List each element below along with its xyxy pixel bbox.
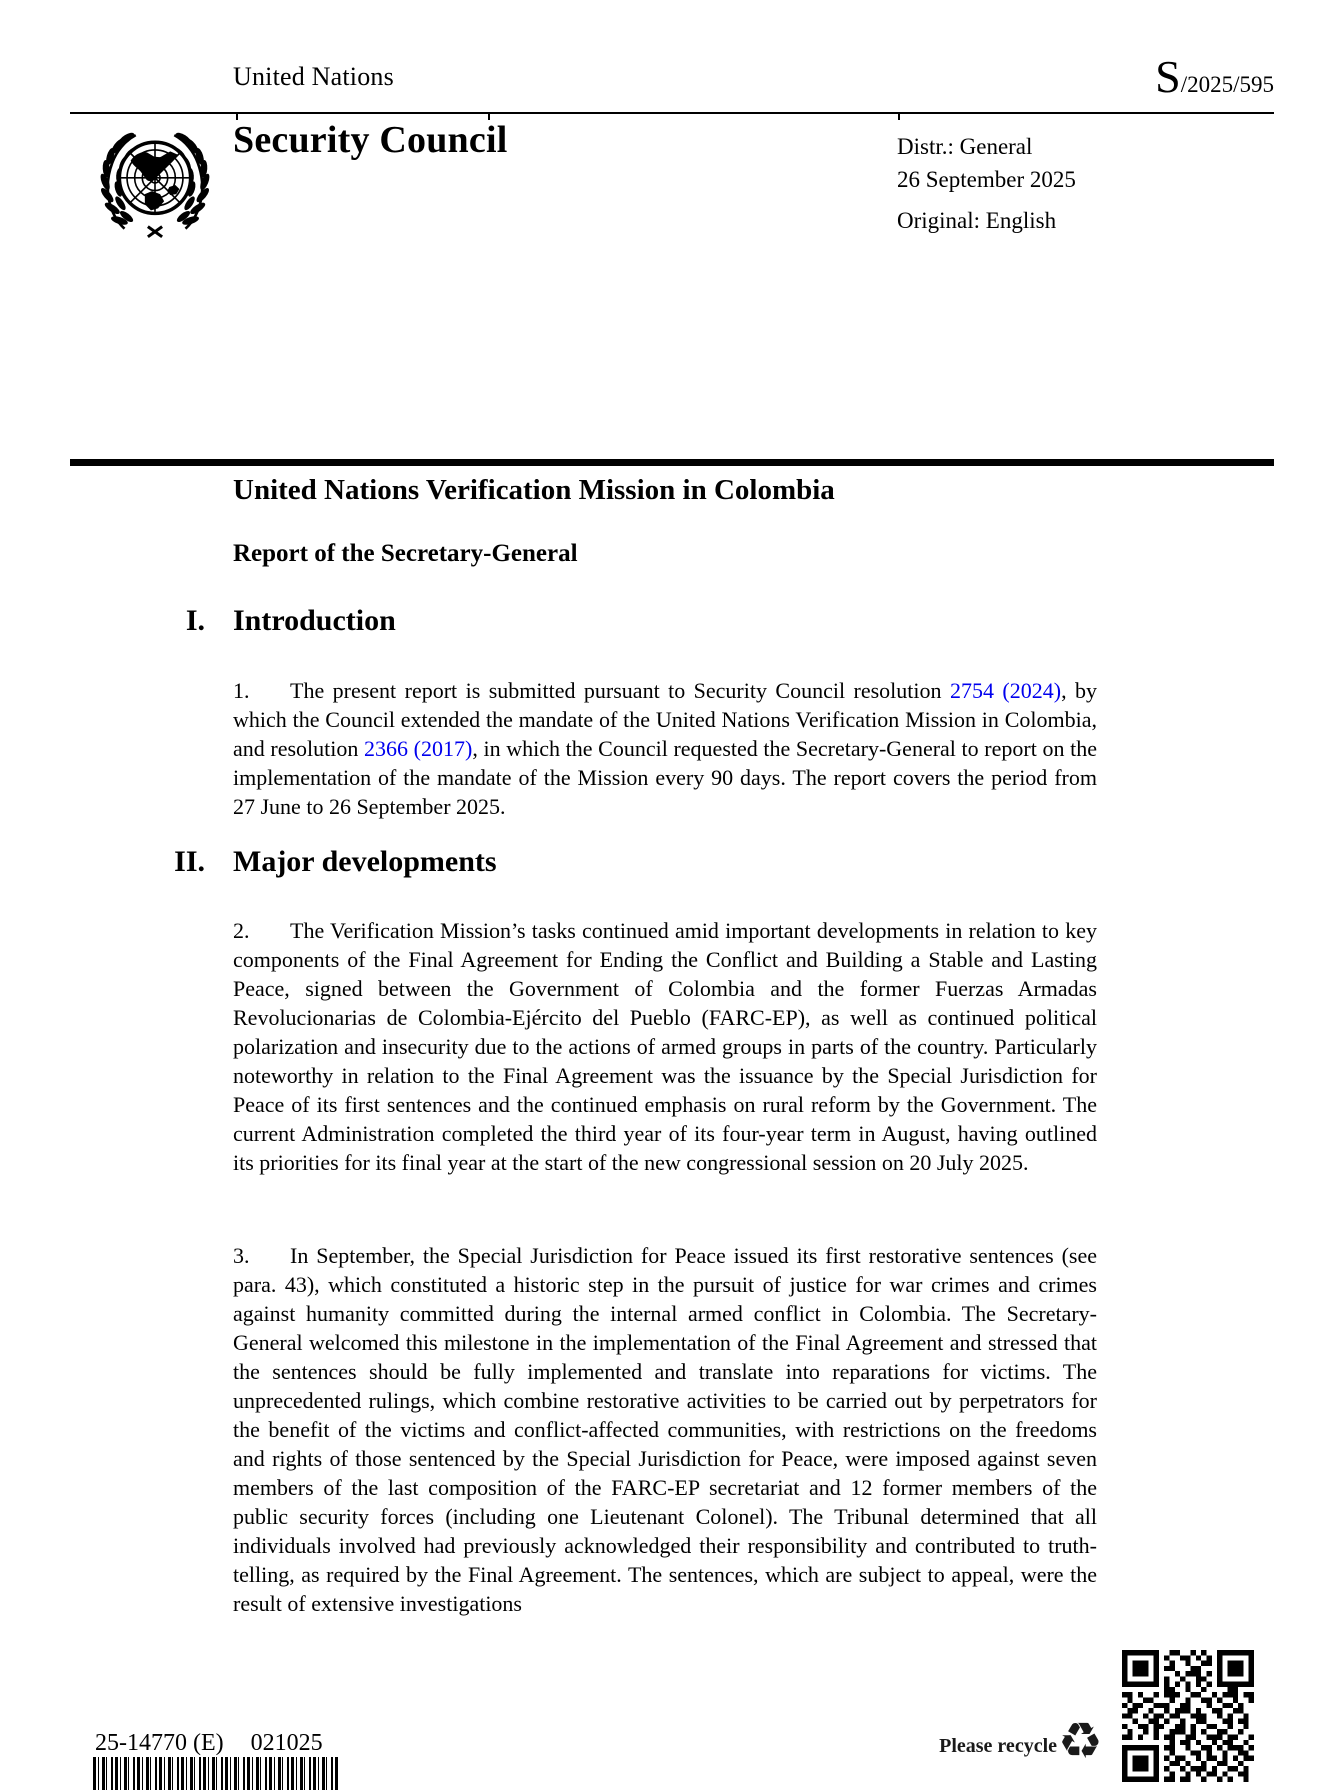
- title-rule: [70, 459, 1274, 466]
- original-language: Original: English: [897, 208, 1057, 233]
- paragraph-text: The Verification Mission’s tasks continued amid important developments in relation to key components of the Final Agreement for Ending the Conflict and Building a Stable and Lasting Peace, signed between the Government of Colombia and the former Fuerzas Armadas Revolucionarias de Colombia-Ejército del Pueblo (FARC-EP), as well as continued political polarization and insecurity due to the actions of armed groups in parts of the country. Particularly noteworthy in relation to the Final Agreement was the issuance by the Special Jurisdiction for Peace of its first sentences and the continued emphasis on rural reform by the Government. The current Administration completed the third year of its four-year term in August, having outlined its priorities for its final year at the start of the new congressional session on 20 July 2025.: [233, 918, 1097, 1175]
- header-rule: [70, 112, 1274, 114]
- paragraph-number: 2.: [233, 918, 250, 943]
- document-title: United Nations Verification Mission in Colombia: [233, 474, 835, 506]
- qr-code: [1122, 1650, 1254, 1782]
- paragraph-text: The present report is submitted pursuant to Security Council resolution: [290, 678, 950, 703]
- paragraph-text: , by which the Council extended the mandate of the United Nations Verification Mission in Colombia, and resolution: [233, 678, 1098, 761]
- paragraph-text: In September, the Special Jurisdiction for Peace issued its first restorative sentences (see para. 43), which constituted a historic step in the pursuit of justice for war crimes and crimes against humanity committed during the internal armed conflict in Colombia. The Secretary-General welcomed this milestone in the implementation of the Final Agreement and stressed that the sentences should be fully implemented and translate into reparations for victims. The unprecedented rulings, which combine restorative activities to be carried out by perpetrators for the benefit of the victims and conflict-affected communities, with restrictions on the freedoms and rights of those sentenced by the Special Jurisdiction for Peace, were imposed against seven members of the last composition of the FARC-EP secretariat and 12 former members of the public security forces (including one Lieutenant Colonel). The Tribunal determined that all individuals involved had previously acknowledged their responsibility and contributed to truth-telling, as required by the Final Agreement. The sentences, which are subject to appeal, were the result of extensive investigations: [233, 1243, 1097, 1616]
- paragraph-2: [233, 916, 1097, 1177]
- date-code: 021025: [250, 1730, 323, 1756]
- doc-symbol-number: /2025/595: [1180, 72, 1274, 97]
- section-title: Introduction: [233, 604, 396, 637]
- doc-symbol-series: S: [1155, 51, 1181, 102]
- document-subtitle: Report of the Secretary-General: [233, 540, 578, 567]
- job-number: 25-14770 (E): [95, 1730, 224, 1756]
- paragraph-text: , in which the Council requested the Secretary-General to report on the implementation of the mandate of the Mission every 90 days. The report covers the period from 27 June to 26 September 2025.: [233, 736, 1097, 819]
- paragraph-3: [233, 1241, 1097, 1618]
- rule-tick: [898, 114, 900, 120]
- org-name: United Nations: [233, 62, 394, 91]
- un-emblem-icon: [94, 130, 216, 244]
- recycle-note: [832, 1735, 1057, 1758]
- section-numeral: I.: [185, 604, 205, 637]
- paragraph-number: 1.: [233, 678, 250, 703]
- resolution-link-2754-2024[interactable]: 2754 (2024): [949, 678, 1062, 703]
- distribution-line: Distr.: General: [897, 134, 1033, 159]
- document-date: 26 September 2025: [897, 167, 1076, 192]
- resolution-link-2366-2017[interactable]: 2366 (2017): [364, 736, 473, 761]
- organ-title: Security Council: [233, 119, 508, 161]
- paragraph-1: [233, 676, 1097, 821]
- paragraph-number: 3.: [233, 1243, 250, 1268]
- recycle-label: Please recycle: [939, 1735, 1057, 1757]
- document-id-line: [95, 1730, 323, 1757]
- section-title: Major developments: [233, 845, 497, 878]
- distribution-block: [897, 130, 1076, 237]
- recycle-icon: ♻: [1058, 1712, 1103, 1770]
- doc-symbol: [1155, 50, 1274, 103]
- section-numeral: II.: [174, 845, 205, 878]
- barcode: [93, 1757, 339, 1790]
